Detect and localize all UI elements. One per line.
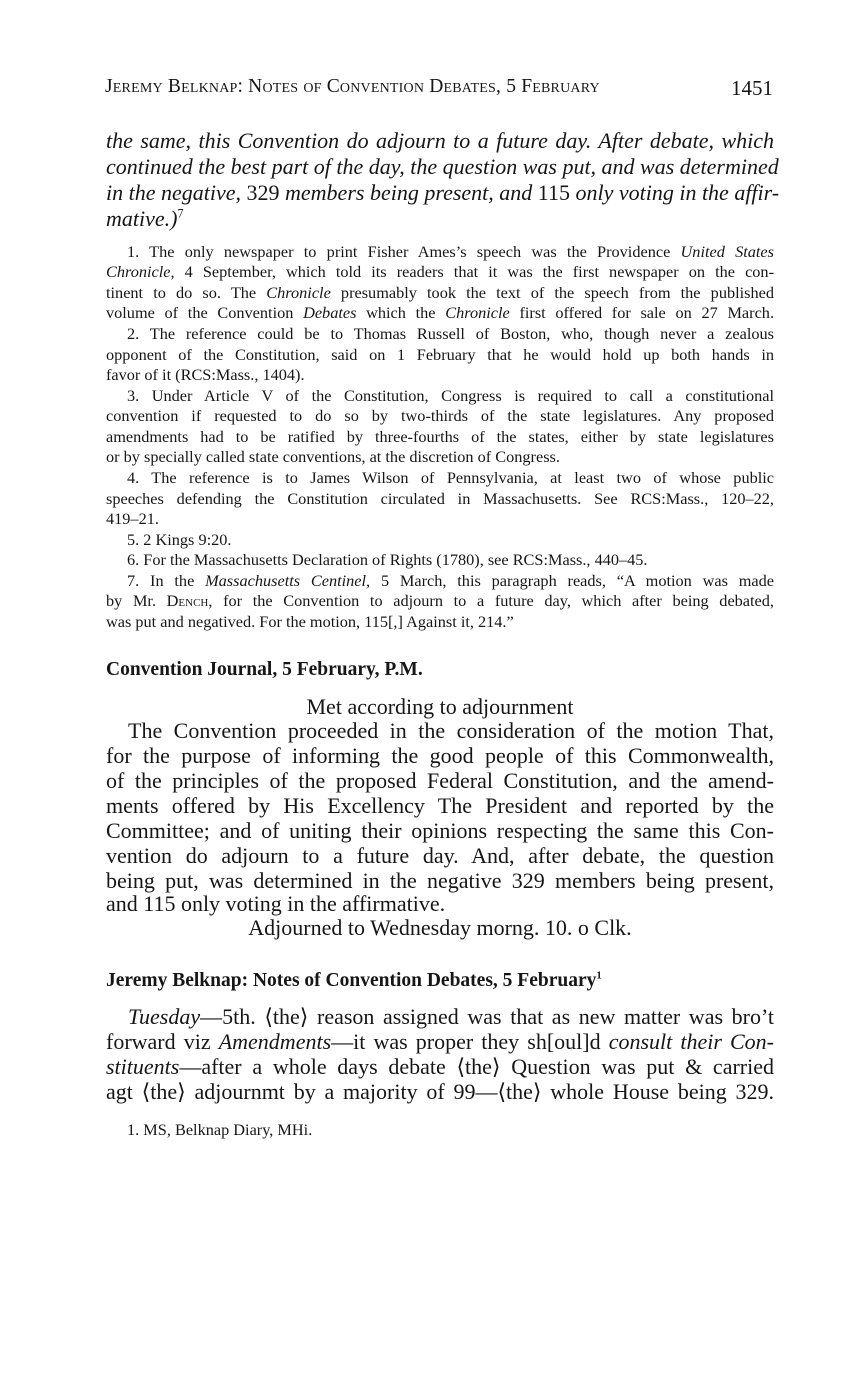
continuation-text: in the negative,: [106, 180, 242, 205]
note-text: volume of the Convention: [106, 303, 304, 322]
note-1-line-1: [127, 242, 774, 262]
continuation-line-1: the same, this Convention do adjourn to a future day. After debate, which: [106, 128, 774, 153]
note-3-line-1: 3. Under Article V of the Constitution, Congress is required to call a constitutional: [127, 386, 774, 405]
note-text-italic: Debates: [303, 303, 357, 322]
note-text: 4 September, which told its readers that it was the first newspaper on the con-: [174, 262, 774, 281]
note-text-italic: Massachusetts Centinel,: [205, 571, 371, 590]
members-present-number: 329: [246, 180, 280, 205]
note-text-italic: United States: [680, 242, 774, 261]
note-text: 5 March, this paragraph reads, “A motion was made: [370, 571, 774, 590]
note-text-italic: Chronicle: [445, 303, 510, 322]
continuation-line-3: [106, 180, 780, 206]
belknap-text-italic: Tuesday: [128, 1004, 201, 1029]
note-reference: 1: [596, 969, 602, 982]
journal-line-7: being put, was determined in the negative 329 members being present,: [106, 868, 774, 893]
note-3-line-3: amendments had to be ratified by three-fourths of the states, either by state legislatures: [106, 427, 774, 446]
note-text: which the: [356, 303, 446, 322]
journal-line-8: and 115 only voting in the affirmative.: [106, 891, 446, 916]
running-head: [105, 76, 773, 104]
belknap-heading: [106, 970, 774, 992]
belknap-line-4: agt ⟨the⟩ adjournmt by a majority of 99—⟨the⟩ whole House being 329.: [106, 1079, 774, 1104]
note-1-line-4: [106, 303, 774, 323]
note-text: 1. The only newspaper to print Fisher Ames’s speech was the Providence: [127, 242, 681, 261]
affirmative-number: 115: [537, 180, 570, 205]
belknap-heading-text: Jeremy Belknap: Notes of Convention Debates, 5 February: [106, 970, 597, 991]
note-text: tinent to do so. The: [106, 283, 267, 302]
continuation-line-2: continued the best part of the day, the question was put, and was determined: [106, 154, 779, 179]
belknap-text: forward viz: [106, 1029, 219, 1054]
belknap-text: —after a whole days debate ⟨the⟩ Question was put & carried: [179, 1054, 774, 1079]
note-text: , for the Convention to adjourn to a future day, which after being debated,: [208, 591, 774, 610]
note-7-line-3: was put and negatived. For the motion, 115[,] Against it, 214.”: [106, 612, 514, 631]
journal-adjourned-line: Adjourned to Wednesday morng. 10. o Clk.: [248, 915, 632, 940]
note-text-smallcaps: Dench: [166, 591, 209, 610]
journal-line-5: Committee; and of uniting their opinions respecting the same this Con-: [106, 818, 774, 843]
belknap-line-1: [128, 1004, 774, 1030]
belknap-text: —it was proper they sh[oul]d: [331, 1029, 609, 1054]
note-3-line-4: or by specially called state conventions, at the discretion of Congress.: [106, 447, 560, 466]
note-5: 5. 2 Kings 9:20.: [127, 530, 232, 549]
journal-line-6: vention do adjourn to a future day. And, after debate, the question: [106, 843, 774, 868]
note-7-line-2: [106, 591, 774, 611]
journal-line-2: for the purpose of informing the good people of this Commonwealth,: [106, 743, 774, 768]
note-2-line-2: opponent of the Constitution, said on 1 February that he would hold up both hands in: [106, 345, 774, 364]
note-text: by Mr.: [106, 591, 167, 610]
continuation-text: only voting in the affir-: [575, 180, 780, 205]
note-1-line-2: [106, 262, 774, 282]
note-reference: 7: [177, 206, 184, 221]
journal-heading: Convention Journal, 5 February, P.M.: [106, 659, 423, 680]
note-text-italic: Chronicle,: [106, 262, 175, 281]
belknap-line-3: [106, 1054, 774, 1080]
note-2-line-1: 2. The reference could be to Thomas Russell of Boston, who, though never a zealous: [127, 324, 774, 343]
page-number: 1451: [731, 76, 773, 100]
journal-line-4: ments offered by His Excellency The President and reported by the: [106, 793, 774, 818]
belknap-text-italic: stituents: [106, 1054, 180, 1079]
note-text: first offered for sale on 27 March.: [509, 303, 775, 322]
belknap-text: —5th. ⟨the⟩ reason assigned was that as new matter was bro’t: [200, 1004, 774, 1029]
note-text: 7. In the: [127, 571, 206, 590]
note-4-line-2: speeches defending the Constitution circulated in Massachusetts. See RCS:Mass., 120–22,: [106, 489, 774, 508]
note-2-line-3: favor of it (RCS:Mass., 1404).: [106, 365, 305, 384]
continuation-text: members being present, and: [285, 180, 533, 205]
running-head-title: Jeremy Belknap: Notes of Convention Debates, 5 February: [105, 76, 600, 97]
note-text: presumably took the text of the speech from the published: [330, 283, 774, 302]
note-4-line-1: 4. The reference is to James Wilson of Pennsylvania, at least two of whose public: [127, 468, 774, 487]
note-7-line-1: [127, 571, 774, 591]
belknap-footnote: 1. MS, Belknap Diary, MHi.: [127, 1120, 313, 1139]
note-1-line-3: [106, 283, 774, 303]
belknap-line-2: [106, 1029, 774, 1055]
belknap-text-italic: consult their Con-: [608, 1029, 775, 1054]
journal-line-3: of the principles of the proposed Federal Constitution, and the amend-: [106, 768, 774, 793]
note-6: 6. For the Massachusetts Declaration of Rights (1780), see RCS:Mass., 440–45.: [127, 550, 648, 569]
note-4-line-3: 419–21.: [106, 509, 159, 528]
continuation-text: mative.): [106, 206, 178, 231]
journal-met-line: Met according to adjournment: [306, 694, 574, 719]
note-3-line-2: convention if requested to do so by two-thirds of the state legislatures. Any proposed: [106, 406, 774, 425]
belknap-text-italic: Amendments: [218, 1029, 332, 1054]
note-text-italic: Chronicle: [266, 283, 331, 302]
continuation-line-4: [106, 206, 774, 232]
journal-line-1: The Convention proceeded in the consideration of the motion That,: [128, 718, 774, 743]
